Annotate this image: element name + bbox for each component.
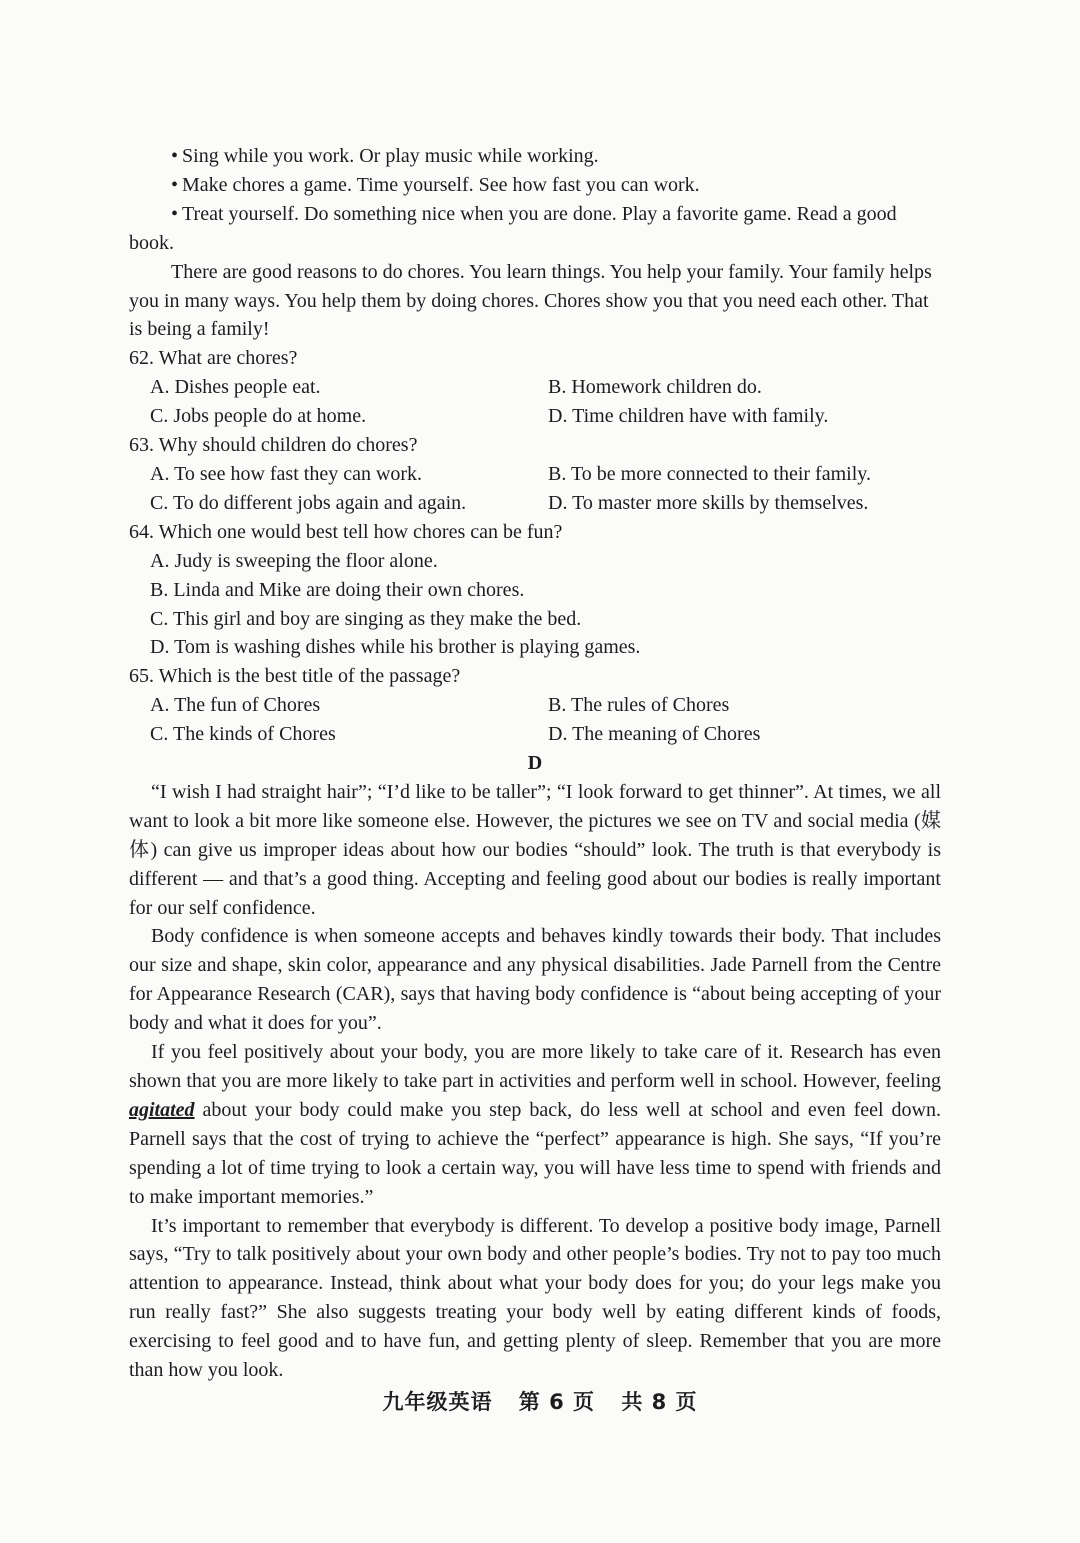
answer-option[interactable]: A. To see how fast they can work.	[150, 462, 423, 485]
answer-options	[129, 460, 941, 518]
question-stem: 64. Which one would best tell how chores can be fun?	[129, 520, 563, 543]
answer-option[interactable]: B. Homework children do.	[548, 376, 762, 399]
answer-option[interactable]: B. The rules of Chores	[548, 694, 730, 717]
answer-option[interactable]: C. To do different jobs again and again.	[150, 491, 467, 514]
question-stem: 63. Why should children do chores?	[129, 434, 418, 457]
passage-paragraph: It’s important to remember that everybody is different. To develop a positive body image, Parnell says, “Try to talk positively about your own body and other people’s bodies. Try not to pay too much attention to appearance. Instead, think about what your body does for you; do your legs make you run really fast?” She also suggests treating your body well by eating different kinds of foods, exercising to feel good and to have fun, and getting plenty of sleep. Remember that you are more than how you look.	[129, 1214, 941, 1382]
answer-option[interactable]: B. Linda and Mike are doing their own chores.	[150, 578, 525, 601]
answer-option[interactable]: A. Judy is sweeping the floor alone.	[150, 549, 438, 572]
passage-paragraph: Body confidence is when someone accepts and behaves kindly towards their body. That includes our size and shape, skin color, appearance and any physical disabilities. Jade Parnell from the Centre for Appearance Research (CAR), says that having body confidence is “about being accepting of your body and what it does for you”.	[129, 925, 941, 1035]
answer-option[interactable]: D. Tom is washing dishes while his brother is playing games.	[150, 636, 641, 659]
answer-option[interactable]: D. To master more skills by themselves.	[548, 491, 869, 514]
answer-options	[129, 373, 941, 431]
vocab-target-word: agitated	[129, 1098, 195, 1121]
answer-option[interactable]: C. The kinds of Chores	[150, 723, 336, 746]
footer-subject: 九年级英语	[382, 1390, 493, 1414]
answer-option[interactable]: B. To be more connected to their family.	[548, 462, 871, 485]
section-heading: D	[527, 752, 543, 775]
footer-page-number: 第 6 页	[518, 1390, 595, 1414]
tip-bullet: • Make chores a game. Time yourself. See how fast you can work.	[171, 173, 700, 196]
question-stem: 62. What are chores?	[129, 347, 298, 370]
answer-options	[129, 691, 941, 749]
answer-options	[129, 547, 941, 663]
exam-page	[129, 142, 941, 1385]
answer-option[interactable]: D. Time children have with family.	[548, 405, 829, 428]
answer-option[interactable]: D. The meaning of Chores	[548, 723, 761, 746]
answer-option[interactable]: A. Dishes people eat.	[150, 376, 321, 399]
page-footer	[0, 1386, 1080, 1416]
answer-option[interactable]: C. Jobs people do at home.	[150, 405, 367, 428]
tip-bullet: • Sing while you work. Or play music while working.	[171, 145, 599, 167]
footer-total-pages: 共 8 页	[621, 1390, 698, 1414]
passage-paragraph: “I wish I had straight hair”; “I’d like to be taller”; “I look forward to get thinner”. At times, we all want to look a bit more like someone else. However, the pictures we see on TV and social media (媒体) can give us improper ideas about how our bodies “should” look. The truth is that everybody is different — and that’s a good thing. Accepting and feeling good about our bodies is really important for our self confidence.	[129, 780, 941, 919]
closing-paragraph: There are good reasons to do chores. You learn things. You help your family. Your family helps you in many ways. You help them by doing chores. Chores show you that you need each other. That is being a family!	[129, 260, 932, 341]
question-stem: 65. Which is the best title of the passage?	[129, 665, 461, 688]
answer-option[interactable]: C. This girl and boy are singing as they make the bed.	[150, 607, 582, 630]
passage-paragraph: If you feel positively about your body, you are more likely to take care of it. Research has even shown that you are more likely to take part in activities and perform well in school. However, feeling agitated about your body could make you step back, do less well at school and even feel down. Parnell says that the cost of trying to achieve the “perfect” appearance is high. She says, “If you’re spending a lot of time trying to look a certain way, you will have less time to spend with friends and to make important memories.”	[129, 1041, 941, 1208]
answer-option[interactable]: A. The fun of Chores	[150, 694, 321, 717]
tip-bullet: • Treat yourself. Do something nice when you are done. Play a favorite game. Read a good book.	[129, 202, 897, 254]
